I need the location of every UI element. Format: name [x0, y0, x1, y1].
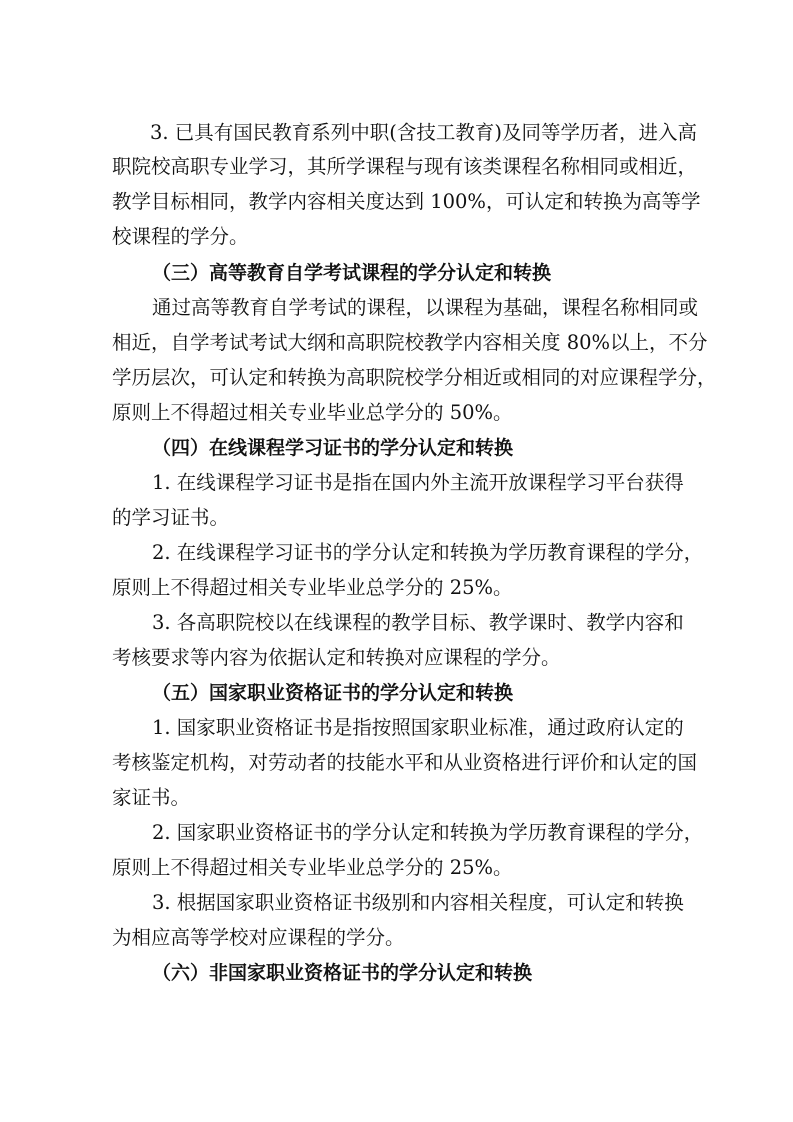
section-4-item-2-line-2: 原则上不得超过相关专业毕业总学分的 25%。	[112, 576, 513, 599]
section-5-item-3-line-1: 3. 根据国家职业资格证书级别和内容相关程度，可认定和转换	[152, 891, 684, 914]
section-5-item-2-line-2: 原则上不得超过相关专业毕业总学分的 25%。	[112, 856, 513, 879]
para-3-line-1: 3. 已具有国民教育系列中职(含技工教育)及同等学历者，进入高	[150, 121, 698, 144]
section-3-line-4: 原则上不得超过相关专业毕业总学分的 50%。	[112, 401, 513, 424]
section-heading-3: （三）高等教育自学考试课程的学分认定和转换	[152, 262, 552, 284]
section-5-item-2-line-1: 2. 国家职业资格证书的学分认定和转换为学历教育课程的学分，	[152, 821, 704, 844]
section-heading-4: （四）在线课程学习证书的学分认定和转换	[152, 437, 514, 459]
section-4-item-3-line-2: 考核要求等内容为依据认定和转换对应课程的学分。	[112, 646, 561, 669]
section-4-item-3-line-1: 3. 各高职院校以在线课程的教学目标、教学课时、教学内容和	[152, 611, 684, 634]
para-3-line-2: 职院校高职专业学习，其所学课程与现有该类课程名称相同或相近，	[112, 155, 698, 178]
section-5-item-3-line-2: 为相应高等学校对应课程的学分。	[112, 926, 405, 949]
section-4-item-2-line-1: 2. 在线课程学习证书的学分认定和转换为学历教育课程的学分，	[152, 541, 704, 564]
section-heading-6: （六）非国家职业资格证书的学分认定和转换	[152, 962, 533, 984]
section-5-item-1-line-1: 1. 国家职业资格证书是指按照国家职业标准，通过政府认定的	[152, 716, 684, 739]
section-5-item-1-line-3: 家证书。	[112, 786, 191, 809]
section-heading-5: （五）国家职业资格证书的学分认定和转换	[152, 682, 514, 704]
section-3-line-1: 通过高等教育自学考试的课程，以课程为基础，课程名称相同或	[152, 296, 699, 319]
section-5-item-1-line-2: 考核鉴定机构，对劳动者的技能水平和从业资格进行评价和认定的国	[112, 751, 698, 774]
para-3-line-4: 校课程的学分。	[112, 225, 249, 248]
section-4-item-1-line-2: 的学习证书。	[112, 506, 230, 529]
section-3-line-2: 相近，自学考试考试大纲和高职院校教学内容相关度 80%以上，不分	[112, 331, 708, 354]
section-3-line-3: 学历层次，可认定和转换为高职院校学分相近或相同的对应课程学分，	[112, 366, 717, 389]
section-4-item-1-line-1: 1. 在线课程学习证书是指在国内外主流开放课程学习平台获得	[152, 471, 684, 494]
para-3-line-3: 教学目标相同，教学内容相关度达到 100%，可认定和转换为高等学	[112, 190, 701, 213]
